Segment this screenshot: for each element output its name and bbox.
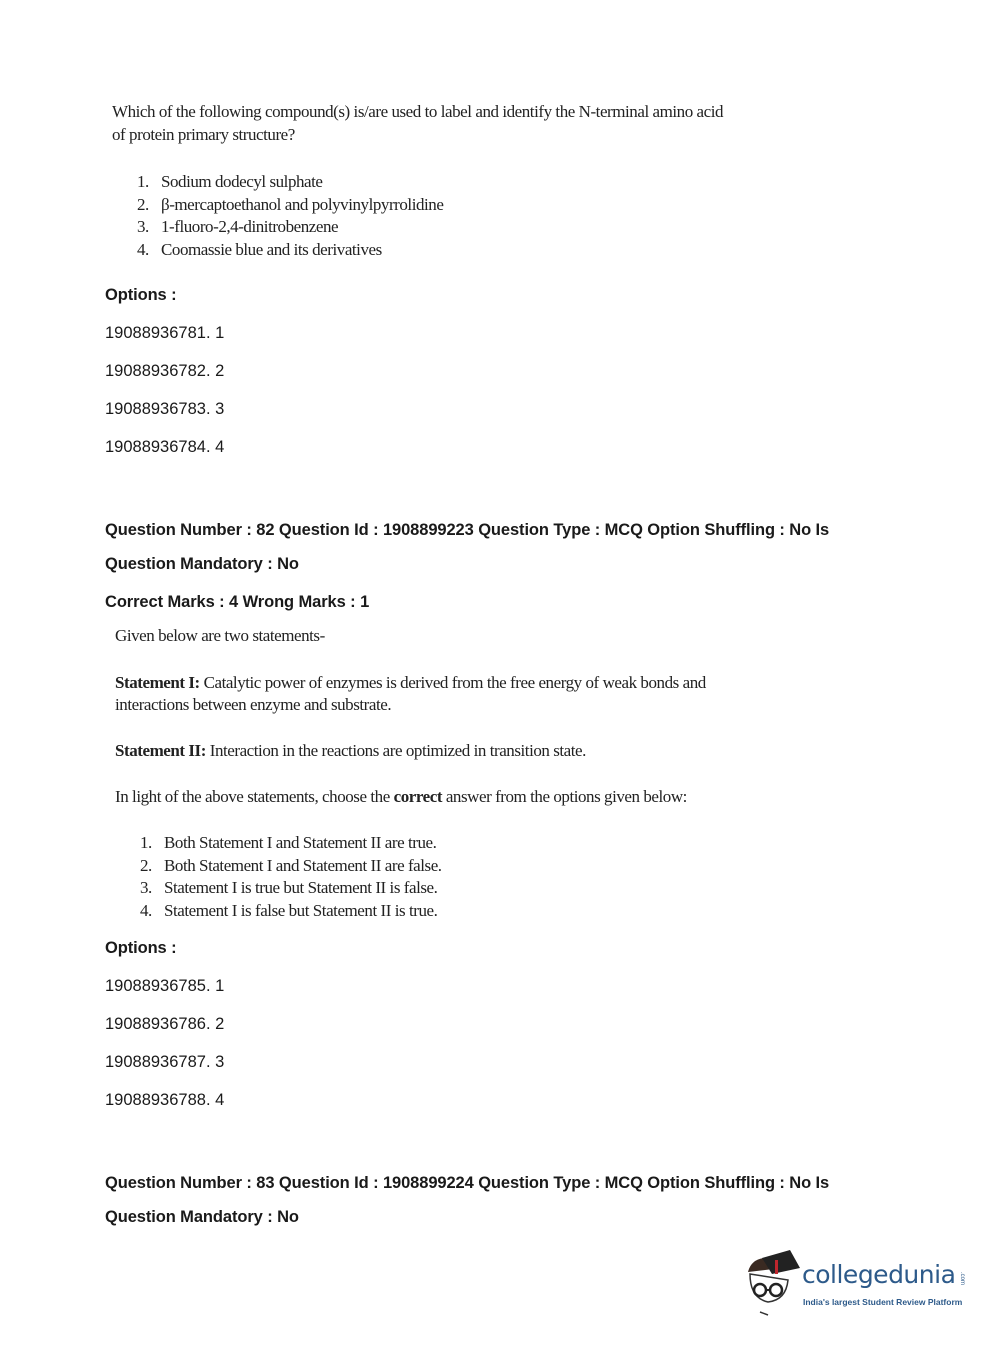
list-item: 3. Statement I is true but Statement II is false. [140,878,438,897]
options-label: Options : [105,939,177,957]
statement-1: Statement I: Catalytic power of enzymes is derived from the free energy of weak bonds and [115,673,706,692]
question-text-line: Which of the following compound(s) is/are used to label and identify the N-terminal amino acid [112,102,724,121]
question-marks: Correct Marks : 4 Wrong Marks : 1 [105,593,370,611]
logo-suffix: .com [959,1272,965,1286]
collegedunia-logo: collegedunia .com India's largest Student Review Platform [742,1250,972,1320]
mascot-icon [742,1250,802,1320]
statement-2: Statement II: Interaction in the reactions are optimized in transition state. [115,741,586,760]
option-item: 19088936781. 1 [105,324,225,342]
question-header: Question Mandatory : No [105,555,299,573]
option-item: 19088936784. 4 [105,438,225,456]
question-intro: Given below are two statements- [115,626,325,645]
options-label: Options : [105,286,177,304]
list-item: 4. Coomassie blue and its derivatives [137,240,382,259]
option-item: 19088936782. 2 [105,362,225,380]
option-item: 19088936787. 3 [105,1053,225,1071]
question-text-line: of protein primary structure? [112,125,295,144]
option-item: 19088936788. 4 [105,1091,225,1109]
question-header: Question Number : 83 Question Id : 1908899224 Question Type : MCQ Option Shuffling : No Is [105,1174,830,1192]
list-item: 4. Statement I is false but Statement II is true. [140,901,438,920]
list-item: 2. Both Statement I and Statement II are false. [140,856,442,875]
list-item: 1. Both Statement I and Statement II are true. [140,833,437,852]
question-instruction: In light of the above statements, choose the correct answer from the options given below: [115,787,687,806]
list-item: 1. Sodium dodecyl sulphate [137,172,323,191]
logo-tagline: India's largest Student Review Platform [803,1297,963,1307]
option-item: 19088936785. 1 [105,977,225,995]
question-header: Question Mandatory : No [105,1208,299,1226]
option-item: 19088936783. 3 [105,400,225,418]
list-item: 3. 1-fluoro-2,4-dinitrobenzene [137,217,339,236]
list-item: 2. β-mercaptoethanol and polyvinylpyrrolidine [137,195,444,214]
question-header: Question Number : 82 Question Id : 1908899223 Question Type : MCQ Option Shuffling : No Is [105,521,830,539]
option-item: 19088936786. 2 [105,1015,225,1033]
statement-1-cont: interactions between enzyme and substrate. [115,695,392,714]
